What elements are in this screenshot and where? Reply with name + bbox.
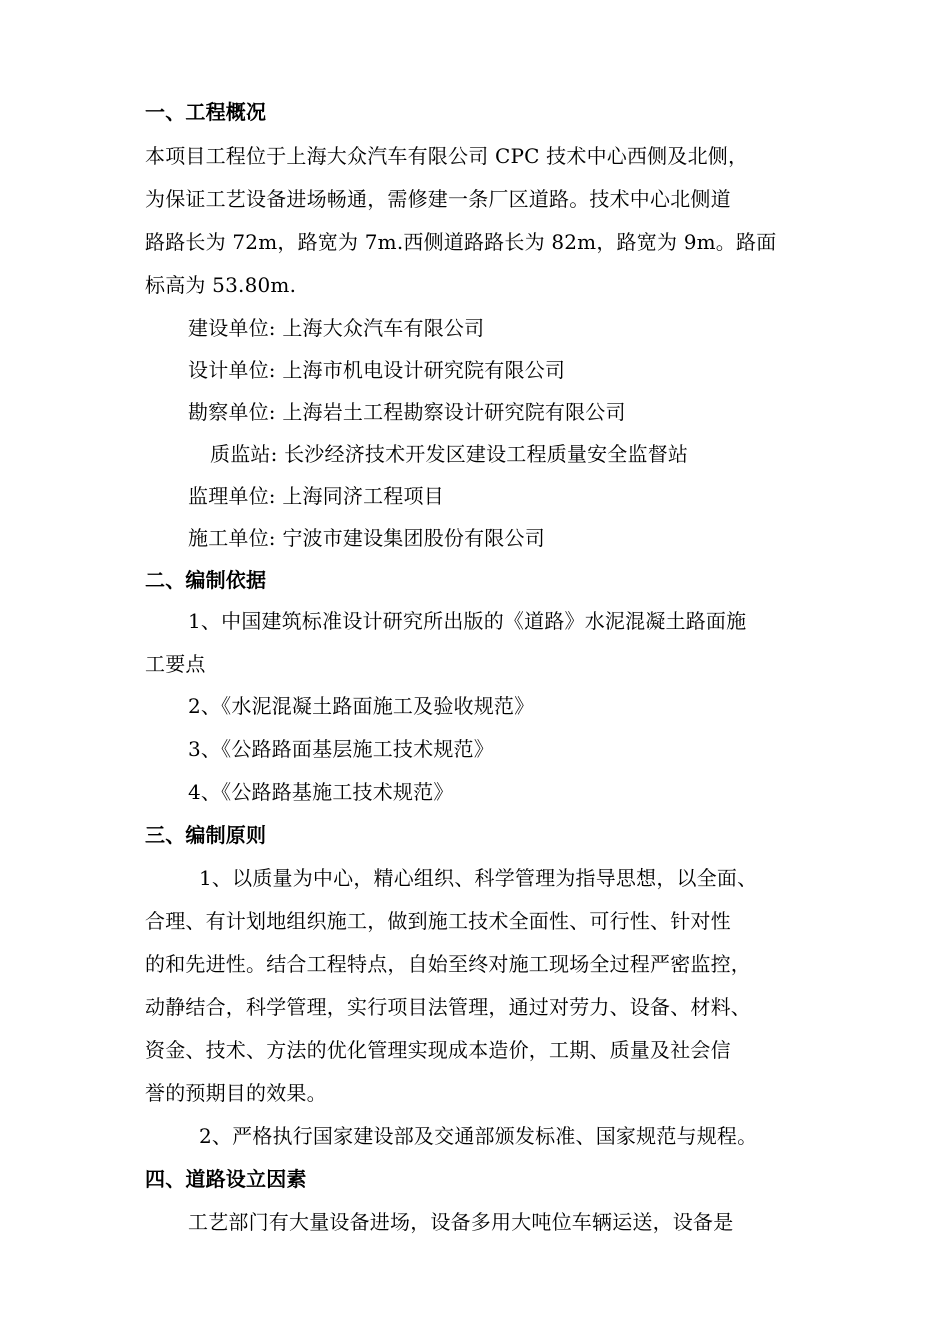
paragraph-line: 为保证工艺设备进场畅通，需修建一条厂区道路。技术中心北侧道 (145, 187, 731, 211)
paragraph-line: 誉的预期目的效果。 (145, 1081, 327, 1105)
unit-row-quality-station (210, 441, 688, 467)
unit-value: 上海市机电设计研究院有限公司 (282, 358, 566, 382)
paragraph-line: 合理、有计划地组织施工，做到施工技术全面性、可行性、针对性 (145, 909, 731, 933)
paragraph-line: 的和先进性。结合工程特点，自始至终对施工现场全过程严密监控， (145, 952, 751, 976)
unit-row-supervision (188, 483, 444, 509)
paragraph-line: 动静结合，科学管理，实行项目法管理，通过对劳力、设备、材料、 (145, 995, 751, 1019)
section-4-heading: 四、道路设立因素 (145, 1167, 307, 1191)
unit-label: 设计单位: (188, 358, 276, 382)
section-3-heading: 三、编制原则 (145, 823, 267, 847)
paragraph-line: 路路长为 72m，路宽为 7m.西侧道路路长为 82m，路宽为 9m。路面 (145, 230, 777, 254)
paragraph-line: 本项目工程位于上海大众汽车有限公司 CPC 技术中心西侧及北侧， (145, 144, 749, 168)
paragraph-line: 工艺部门有大量设备进场，设备多用大吨位车辆运送，设备是 (188, 1210, 734, 1234)
unit-label: 监理单位: (188, 484, 276, 508)
reference-item: 1、中国建筑标准设计研究所出版的《道路》水泥混凝土路面施 (188, 609, 747, 633)
paragraph-line: 1、以质量为中心，精心组织、科学管理为指导思想，以全面、 (199, 866, 758, 890)
unit-row-survey (188, 399, 626, 425)
section-1-heading: 一、工程概况 (145, 100, 267, 124)
unit-label: 勘察单位: (188, 400, 276, 424)
paragraph-line: 资金、技术、方法的优化管理实现成本造价，工期、质量及社会信 (145, 1038, 731, 1062)
paragraph-line: 2、严格执行国家建设部及交通部颁发标准、国家规范与规程。 (199, 1124, 758, 1148)
unit-row-contractor (188, 525, 545, 551)
unit-label: 建设单位: (188, 316, 276, 340)
paragraph-line: 标高为 53.80m. (145, 273, 297, 297)
unit-label: 施工单位: (188, 526, 276, 550)
unit-row-construction (188, 315, 484, 341)
reference-item: 3、《公路路面基层施工技术规范》 (188, 737, 494, 761)
reference-item: 4、《公路路基施工技术规范》 (188, 780, 454, 804)
unit-value: 上海大众汽车有限公司 (282, 316, 485, 340)
reference-item-continuation: 工要点 (145, 652, 206, 676)
unit-value: 上海岩土工程勘察设计研究院有限公司 (282, 400, 626, 424)
unit-row-design (188, 357, 565, 383)
unit-value: 长沙经济技术开发区建设工程质量安全监督站 (284, 442, 689, 466)
unit-value: 宁波市建设集团股份有限公司 (282, 526, 545, 550)
reference-item: 2、《水泥混凝土路面施工及验收规范》 (188, 694, 535, 718)
unit-value: 上海同济工程项目 (282, 484, 444, 508)
section-2-heading: 二、编制依据 (145, 568, 267, 592)
unit-label: 质监站: (210, 442, 278, 466)
